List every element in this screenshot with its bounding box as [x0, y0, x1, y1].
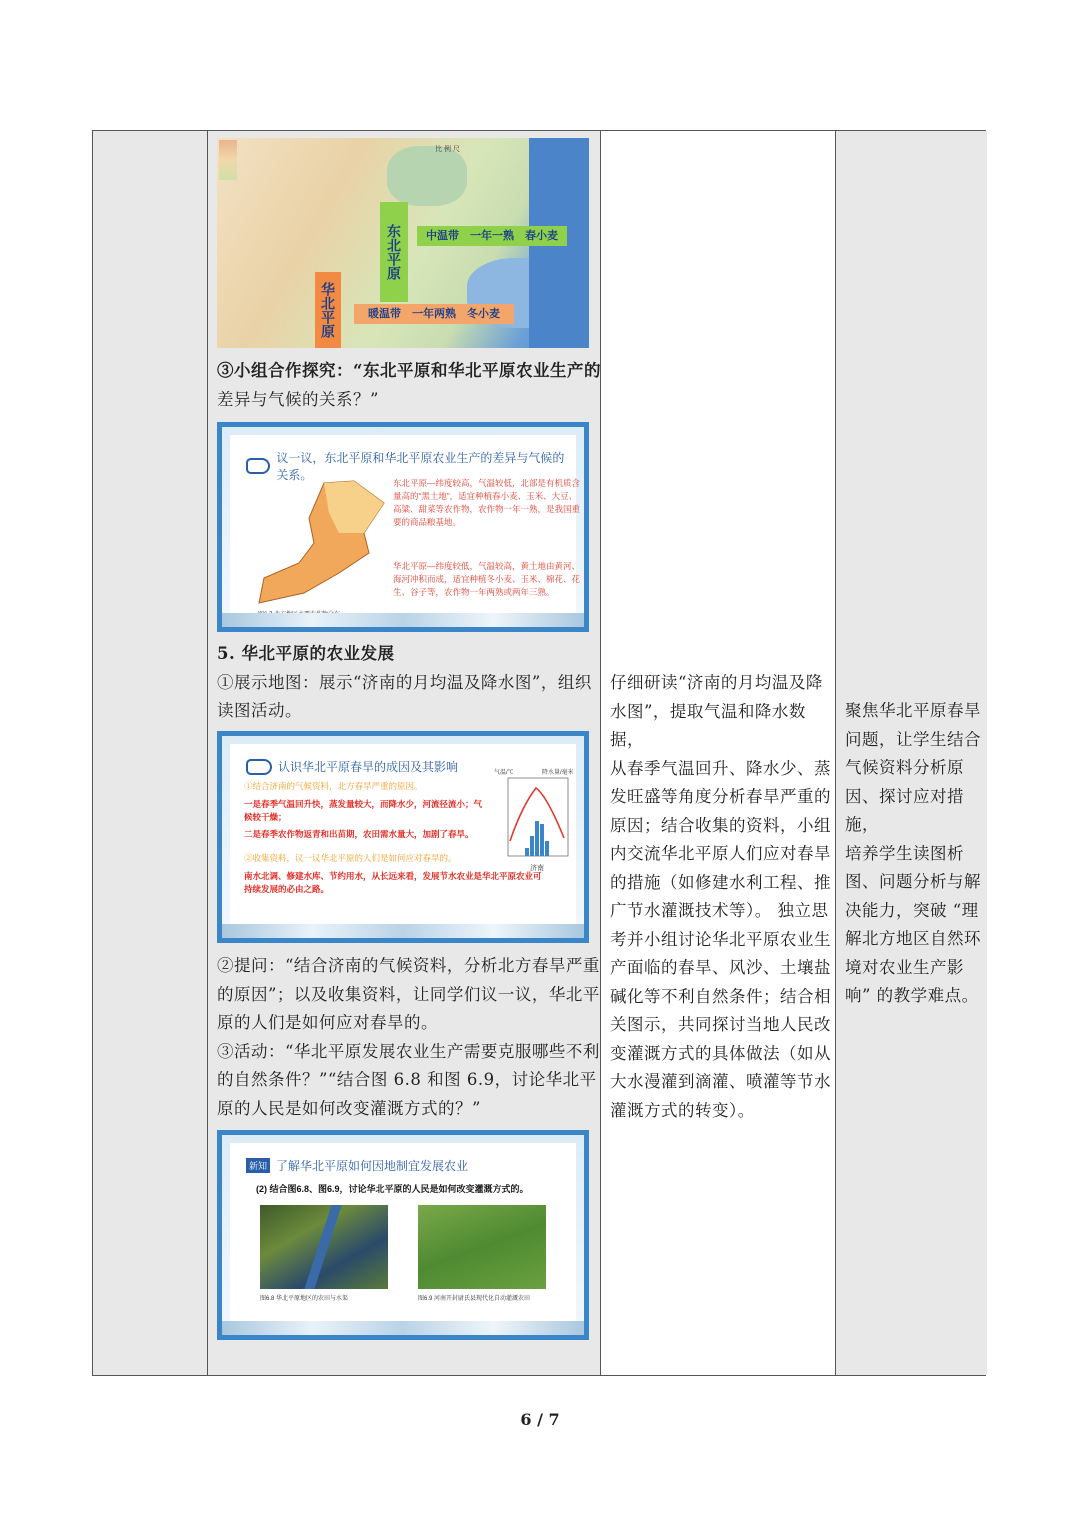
slide2-a3: 南水北调、修建水库、节约用水，从长远来看，发展节水农业是华北平原农业可持续发展的必由之路。	[244, 871, 542, 894]
slide-image-1	[217, 422, 589, 632]
pointing-hand-icon	[246, 458, 270, 474]
north-china-crop-map	[244, 473, 394, 613]
slide3-title: 了解华北平原如何因地制宜发展农业	[276, 1159, 469, 1173]
rain-bar	[545, 841, 549, 856]
slide-header	[246, 758, 458, 775]
item3b-line3: 原的人民是如何改变灌溉方式的？”	[217, 1098, 481, 1118]
intent-text-line: 因、探讨应对措施，	[845, 786, 964, 834]
intent-text-line: 气候资料分析原	[845, 758, 964, 777]
irrigated-field-photo	[418, 1205, 546, 1289]
intent-text-line: 培养学生读图析	[845, 843, 964, 863]
slide1-nc-text: 华北平原—纬度较低，气温较高，黄土地由黄河、海河冲积而成，适宜种植冬小麦、玉米、棉花、花生、谷子等，农作物一年两熟或两年三熟。	[393, 561, 581, 597]
item1-line2: 读图活动。	[217, 701, 302, 720]
intent-text-line: 境对农业生产影	[845, 957, 964, 977]
slide-footer-decoration	[222, 613, 584, 627]
item2-line1: ②提问：“结合济南的气候资料，分析北方春旱严重	[217, 956, 600, 975]
slide-footer-decoration	[222, 924, 584, 938]
intent-text-line: 解北方地区自然环	[845, 929, 981, 948]
slide3-caption2: 图6.9 河南开封尉氏县现代化自动灌溉农田	[418, 1296, 531, 1302]
intent-text-line: 决能力，突破 “理	[845, 900, 979, 920]
slide3-caption1: 图6.8 华北平原地区的农田与水渠	[260, 1296, 349, 1302]
slide2-q2: ②收集资料，议一议华北平原的人们是如何应对春旱的。	[244, 853, 457, 863]
activity-text-line: 的措施（如修建水利工程、推	[610, 872, 831, 892]
item2-line2: 的原因”；以及收集资料，让同学们议一议，华北平	[217, 984, 600, 1004]
photo-canal	[304, 1205, 341, 1289]
intent-text-line: 图、问题分析与解	[845, 872, 981, 891]
slide-body	[230, 1143, 576, 1327]
nc-climate-tag: 暖温带 一年两熟 冬小麦	[354, 304, 514, 324]
item3-line2: 差异与气候的关系？”	[217, 389, 379, 409]
slide-image-3	[217, 1130, 589, 1340]
slide3-badge: 新知	[246, 1158, 270, 1173]
activity-text-line: 内交流华北平原人们应对春旱	[610, 844, 831, 863]
slide-footer-decoration	[222, 1321, 584, 1335]
section5-heading: 5. 华北平原的农业发展	[217, 644, 395, 663]
activity-text-line: 考并小组讨论华北平原农业生	[610, 929, 831, 949]
section-block	[217, 640, 592, 726]
intent-text-line: 响” 的教学难点。	[845, 986, 979, 1005]
activity-text-line: 从春季气温回升、降水少、蒸	[610, 758, 831, 778]
item3b-line1: ③活动：“华北平原发展农业生产需要克服哪些不利	[217, 1041, 600, 1061]
activity-text-line: 发旺盛等角度分析春旱严重的	[610, 787, 831, 806]
activity-text-line: 灌溉方式的转变）。	[610, 1100, 755, 1120]
item2-text	[217, 952, 600, 1123]
rain-bar	[540, 824, 544, 856]
item1-line1: ①展示地图：展示“济南的月均温及降水图”，组织	[217, 672, 592, 692]
pointing-hand-icon	[246, 759, 272, 775]
student-activity-text	[610, 669, 835, 1125]
slide2-a1: 一是春季气温回升快，蒸发量较大，而降水少，河流径流小；气候较干燥；	[244, 799, 483, 822]
rain-bar	[530, 836, 534, 856]
intent-text-line: 聚焦华北平原春旱	[845, 701, 981, 720]
activity-text-line: 变灌溉方式的具体做法（如从	[610, 1043, 831, 1063]
map-legend	[219, 140, 237, 180]
slide3-question: (2) 结合图6.8、图6.9，讨论华北平原的人民是如何改变灌溉方式的。	[256, 1184, 529, 1194]
rain-bar	[525, 848, 529, 856]
activity-text-line: 水图”，提取气温和降水数据，	[610, 701, 806, 749]
item2-line3: 原的人们是如何应对春旱的。	[217, 1013, 438, 1032]
activity-text-line: 关图示，共同探讨当地人民改	[610, 1015, 831, 1034]
chart-city-label: 济南	[530, 865, 544, 872]
chart-temp-label: 气温/℃	[494, 770, 514, 776]
table-column-1	[93, 131, 208, 1375]
slide-body	[230, 744, 576, 930]
slide2-q1: ①结合济南的气候资料，北方春旱严重的原因。	[244, 781, 423, 791]
ne-plain-label: 东北平原	[380, 202, 408, 302]
slide2-title: 认识华北平原春旱的成因及其影响	[278, 760, 459, 774]
activity-text-line: 碱化等不利自然条件；结合相	[610, 986, 831, 1006]
item3-text	[217, 357, 601, 414]
slide2-a2: 二是春季农作物返青和出苗期，农田需水量大，加剧了春旱。	[244, 829, 474, 839]
farmland-canal-photo	[260, 1205, 388, 1289]
chart-rain-label: 降水量/毫米	[542, 770, 574, 776]
item3b-line2: 的自然条件？”“结合图 6.8 和图 6.9，讨论华北平	[217, 1070, 597, 1089]
ne-climate-tag: 中温带 一年一熟 春小麦	[417, 226, 567, 246]
activity-text-line: 仔细研读“济南的月均温及降	[610, 673, 823, 692]
slide1-ne-text: 东北平原—纬度较高，气温较低，北部是有机质含量高的“黑土地”，适宜种植春小麦、玉米、大豆、高粱、甜菜等农作物，农作物一年一熟，是我国重要的商品粮基地。	[393, 478, 581, 527]
slide-image-2	[217, 731, 589, 943]
jinan-climate-chart	[492, 766, 582, 874]
slide-body	[230, 435, 581, 619]
map-scale-label: 比 例 尺	[435, 146, 460, 153]
intent-text-line: 问题，让学生结合	[845, 729, 981, 749]
item3-line1: ③小组合作探究：“东北平原和华北平原农业生产的	[217, 361, 601, 380]
design-intent-text	[845, 697, 983, 1011]
rain-bar	[535, 821, 539, 856]
north-china-map-image	[217, 138, 589, 348]
slide1-title: 议一议，东北平原和华北平原农业生产的差异与气候的关系。	[276, 451, 565, 482]
activity-text-line: 产面临的春旱、风沙、土壤盐	[610, 958, 831, 977]
activity-text-line: 大水漫灌到滴灌、喷灌等节水	[610, 1072, 831, 1091]
nc-plain-label: 华北平原	[315, 272, 341, 348]
slide-header	[246, 1157, 468, 1174]
map-region-shape	[387, 146, 467, 206]
page-number: 6 / 7	[520, 1410, 560, 1429]
activity-text-line: 广节水灌溉技术等）。 独立思	[610, 901, 829, 920]
activity-text-line: 原因；结合收集的资料，小组	[610, 815, 831, 835]
